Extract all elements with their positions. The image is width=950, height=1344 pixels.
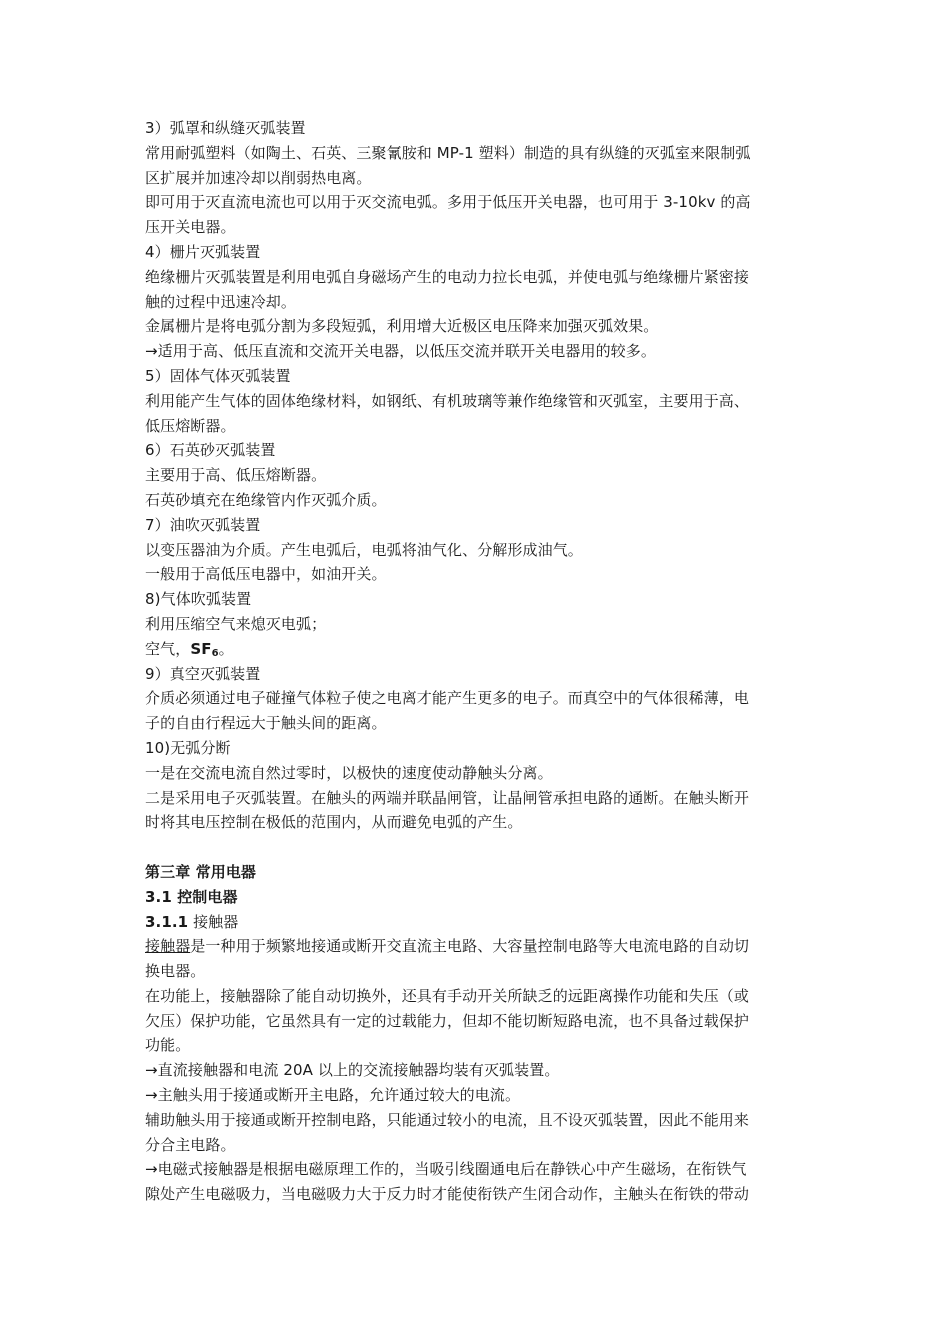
text-line: 功能。 (145, 1036, 191, 1055)
text-line: 金属栅片是将电弧分割为多段短弧，利用增大近极区电压降来加强灭弧效果。 (145, 317, 659, 336)
text-line: 介质必须通过电子碰撞气体粒子使之电离才能产生更多的电子。而真空中的气体很稀薄，电 (145, 689, 750, 708)
text-line: 隙处产生电磁吸力，当电磁吸力大于反力时才能使衔铁产生闭合动作，主触头在衔铁的带动 (145, 1185, 750, 1204)
text-line: →直流接触器和电流 20A 以上的交流接触器均装有灭弧装置。 (145, 1061, 560, 1080)
text-line: 利用能产生气体的固体绝缘材料，如钢纸、有机玻璃等兼作绝缘管和灭弧室，主要用于高、 (145, 391, 750, 410)
text-line: 9）真空灭弧装置 (145, 664, 261, 683)
definition-text: 是一种用于频繁地接通或断开交直流主电路、大容量控制电路等大电流电路的自动切 (190, 937, 750, 956)
text-line: 即可用于灭直流电流也可以用于灭交流电弧。多用于低压开关电器，也可用于 3-10kv 的高 (145, 193, 751, 212)
text-line: 10)无弧分断 (145, 738, 231, 757)
text-line: 8)气体吹弧装置 (145, 590, 252, 609)
sf6-suffix: 。 (218, 639, 234, 658)
chapter-title: 第三章 常用电器 (145, 862, 257, 881)
text-line: 辅助触头用于接通或断开控制电路，只能通过较小的电流，且不设灭弧装置，因此不能用来 (145, 1110, 750, 1129)
text-line: 利用压缩空气来熄灭电弧； (145, 614, 327, 633)
sf6-formula-base: SF (190, 639, 212, 658)
text-line: →适用于高、低压直流和交流开关电器，以低压交流并联开关电器用的较多。 (145, 342, 656, 361)
text-line: →电磁式接触器是根据电磁原理工作的，当吸引线圈通电后在静铁心中产生磁场，在衔铁气 (145, 1160, 747, 1179)
text-line: 常用耐弧塑料（如陶土、石英、三聚氰胺和 MP-1 塑料）制造的具有纵缝的灭弧室来限制弧 (145, 143, 751, 162)
text-line: 区扩展并加速冷却以削弱热电离。 (145, 168, 372, 187)
section-title: 3.1 控制电器 (145, 887, 238, 906)
text-line: 时将其电压控制在极低的范围内，从而避免电弧的产生。 (145, 813, 523, 832)
text-line: 压开关电器。 (145, 218, 236, 237)
text-line: 二是采用电子灭弧装置。在触头的两端并联晶闸管，让晶闸管承担电路的通断。在触头断开 (145, 788, 750, 807)
text-line: 绝缘栅片灭弧装置是利用电弧自身磁场产生的电动力拉长电弧，并使电弧与绝缘栅片紧密接 (145, 267, 750, 286)
text-line: 低压熔断器。 (145, 416, 236, 435)
text-line: 一是在交流电流自然过零时，以极快的速度使动静触头分离。 (145, 763, 553, 782)
text-line: 5）固体气体灭弧装置 (145, 366, 291, 385)
document-page (145, 116, 810, 1207)
subsection-name: 接触器 (188, 912, 239, 931)
paragraph-gap (145, 835, 810, 860)
definition-line (145, 934, 810, 959)
text-line: 欠压）保护功能，它虽然具有一定的过载能力，但却不能切断短路电流，也不具备过载保护 (145, 1011, 750, 1030)
sf6-prefix: 空气， (145, 639, 191, 658)
text-line: →主触头用于接通或断开主电路，允许通过较大的电流。 (145, 1086, 521, 1105)
sf6-formula (190, 640, 218, 658)
sf6-subscript: 6 (211, 647, 219, 659)
subsection-number: 3.1.1 (145, 912, 189, 931)
text-line: 以变压器油为介质。产生电弧后，电弧将油气化、分解形成油气。 (145, 540, 583, 559)
text-line: 分合主电路。 (145, 1135, 236, 1154)
sf6-line (145, 637, 810, 662)
text-line: 4）栅片灭弧装置 (145, 242, 261, 261)
text-line: 3）弧罩和纵缝灭弧装置 (145, 119, 306, 137)
text-line: 主要用于高、低压熔断器。 (145, 466, 327, 485)
definition-term: 接触器 (145, 937, 191, 956)
text-line: 触的过程中迅速冷却。 (145, 292, 297, 311)
text-line: 换电器。 (145, 962, 206, 981)
text-line: 石英砂填充在绝缘管内作灭弧介质。 (145, 490, 387, 509)
text-line: 在功能上，接触器除了能自动切换外，还具有手动开关所缺乏的远距离操作功能和失压（或 (145, 986, 750, 1005)
text-line: 一般用于高低压电器中，如油开关。 (145, 565, 387, 584)
text-line: 6）石英砂灭弧装置 (145, 441, 276, 460)
subsection-title (145, 910, 810, 935)
text-line: 子的自由行程远大于触头间的距离。 (145, 714, 387, 733)
text-line: 7）油吹灭弧装置 (145, 515, 261, 534)
